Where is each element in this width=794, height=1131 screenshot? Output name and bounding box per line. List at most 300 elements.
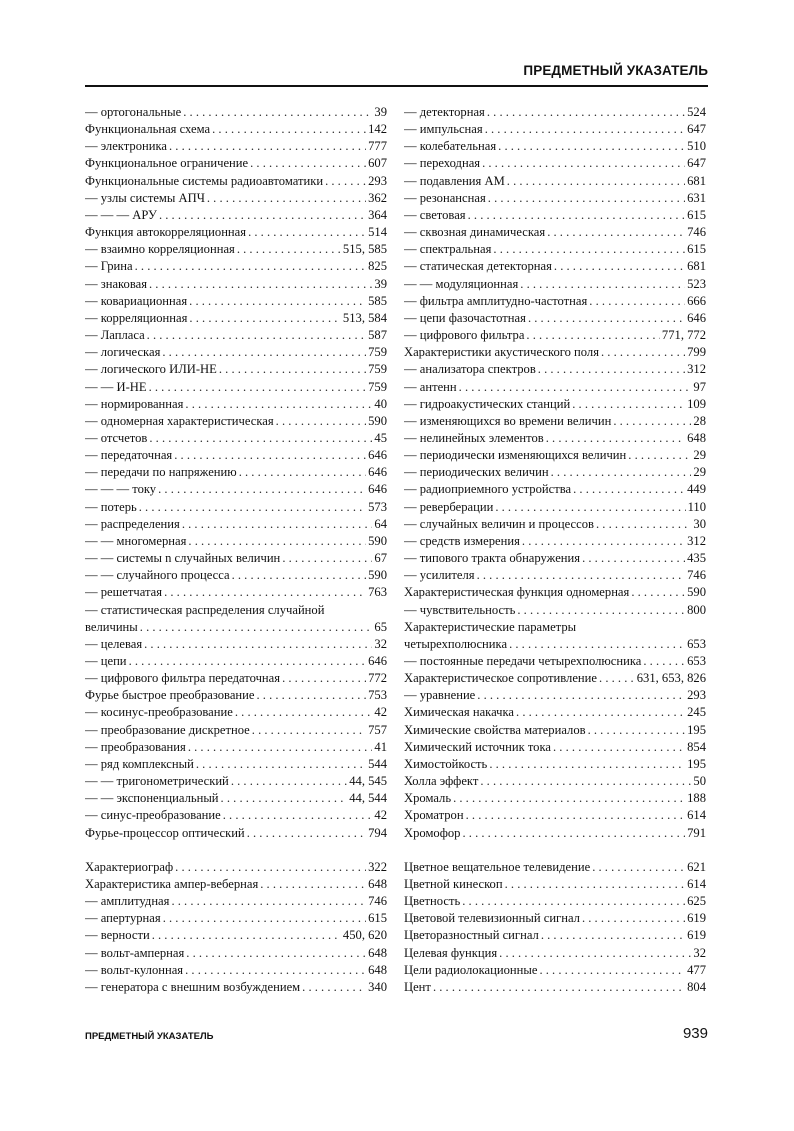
index-term: — статическая детекторная [404, 259, 552, 274]
index-entry [85, 636, 387, 653]
dot-leader [466, 807, 686, 824]
index-term: — импульсная [404, 122, 483, 137]
index-term: — нелинейных элементов [404, 430, 544, 445]
index-page-ref: 195 [687, 756, 706, 771]
index-entry [404, 138, 706, 155]
dot-leader [487, 104, 685, 121]
index-page-ref: 364 [368, 207, 387, 222]
index-page-ref: 587 [368, 328, 387, 343]
index-term: — световая [404, 207, 466, 222]
index-term: Функциональная схема [85, 122, 211, 137]
page-number: 939 [682, 1025, 708, 1042]
dot-leader [573, 481, 685, 498]
index-page-ref: 64 [374, 516, 387, 531]
index-term: — логического ИЛИ-НЕ [85, 362, 217, 377]
index-term: Химические свойства материалов [404, 722, 586, 737]
index-term: — подавления АМ [404, 173, 505, 188]
dot-leader [477, 687, 685, 704]
index-page-ref: 607 [368, 156, 387, 171]
index-page-ref: 648 [368, 945, 387, 960]
dot-leader [509, 636, 685, 653]
index-page-ref: 763 [368, 585, 387, 600]
dot-leader [260, 876, 366, 893]
index-term: — передаточная [85, 448, 173, 463]
index-page-ref: 646 [368, 654, 387, 668]
index-term: — цепи фазочастотная [404, 310, 526, 325]
dot-leader [547, 224, 685, 241]
index-entry [404, 584, 706, 601]
dot-leader [250, 155, 366, 172]
index-term: — цифрового фильтра [404, 328, 525, 343]
dot-leader [247, 825, 366, 842]
index-term: — сквозная динамическая [404, 225, 546, 240]
index-page-ref: 109 [687, 396, 706, 411]
index-entry [404, 293, 706, 310]
dot-leader [613, 413, 691, 430]
dot-leader [538, 361, 685, 378]
dot-leader [183, 104, 372, 121]
dot-leader [325, 173, 366, 190]
index-term: Целевая функция [404, 945, 498, 960]
dot-leader [588, 722, 686, 739]
index-entry [85, 945, 387, 962]
index-term: — антенн [404, 379, 457, 394]
index-entry [404, 516, 706, 533]
index-entry [85, 653, 387, 670]
index-page-ref: 759 [368, 345, 387, 360]
dot-leader [185, 396, 372, 413]
dot-leader [599, 670, 635, 687]
dot-leader [189, 310, 341, 327]
index-page-ref: 450, 620 [342, 928, 387, 943]
index-page-ref: 40 [374, 396, 387, 411]
dot-leader [489, 756, 685, 773]
index-page-ref: 771, 772 [661, 328, 706, 343]
index-page-ref: 41 [374, 739, 387, 754]
index-page-ref: 647 [687, 122, 706, 137]
index-term: — фильтра амплитудно-частотная [404, 293, 588, 308]
dot-leader [212, 121, 366, 138]
index-page-ref: 648 [368, 876, 387, 891]
dot-leader [553, 739, 685, 756]
dot-leader [516, 704, 685, 721]
index-page-ref: 615 [368, 911, 387, 926]
index-entry [404, 207, 706, 224]
index-entry [404, 790, 706, 807]
index-entry [404, 121, 706, 138]
dot-leader [507, 173, 685, 190]
index-page-ref: 648 [368, 962, 387, 977]
index-term: Функциональное ограничение [85, 156, 249, 171]
dot-leader [528, 310, 685, 327]
dot-leader [488, 190, 685, 207]
dot-leader [239, 464, 366, 481]
index-term: — знаковая [85, 276, 147, 291]
index-page-ref: 614 [687, 808, 706, 823]
index-term: — Лапласа [85, 328, 145, 343]
index-column-right [404, 104, 706, 996]
index-page-ref: 477 [687, 962, 706, 977]
index-entry [404, 756, 706, 773]
index-page-ref: 614 [687, 876, 706, 891]
index-entry [404, 979, 706, 996]
index-term: — генератора с внешним возбуждением [85, 979, 301, 994]
index-term: — Грина [85, 259, 133, 274]
index-page-ref: 514 [368, 225, 387, 240]
dot-leader [582, 910, 685, 927]
index-term: — постоянные передачи четырехполюсника [404, 654, 642, 668]
index-page-ref: 45 [374, 430, 387, 445]
index-term: — гидроакустических станций [404, 396, 571, 411]
index-term: — — экспоненциальный [85, 791, 219, 806]
index-page-ref: 647 [687, 156, 706, 171]
index-page-ref: 590 [687, 585, 706, 600]
index-entry [404, 361, 706, 378]
index-page-ref: 653 [687, 636, 706, 651]
index-entry [85, 927, 387, 944]
index-entry [404, 155, 706, 172]
dot-leader [188, 533, 366, 550]
index-entry [404, 687, 706, 704]
index-page-ref: 513, 584 [342, 310, 387, 325]
index-entry [404, 962, 706, 979]
index-term: — — случайного процесса [85, 568, 230, 583]
index-entry [85, 464, 387, 481]
index-entry-line: — статистическая распределения случайной [85, 602, 325, 617]
dot-leader [231, 773, 347, 790]
index-entry [85, 516, 387, 533]
index-term: — косинус-преобразование [85, 705, 233, 720]
dot-leader [517, 602, 685, 619]
index-term: Характеристическое сопротивление [404, 671, 598, 686]
index-page-ref: 312 [687, 362, 706, 377]
dot-leader [628, 447, 691, 464]
index-entry [404, 224, 706, 241]
index-entry [85, 584, 387, 601]
index-page-ref: 590 [368, 533, 387, 548]
index-term: Хромофор [404, 825, 461, 840]
dot-leader [462, 893, 685, 910]
index-page-ref: 746 [368, 894, 387, 909]
index-entry [85, 962, 387, 979]
index-entry [85, 344, 387, 361]
index-page-ref: 67 [374, 551, 387, 566]
index-term: — ортогональные [85, 105, 182, 119]
dot-leader [302, 979, 366, 996]
index-page-ref: 619 [687, 928, 706, 943]
index-page-ref: 746 [687, 225, 706, 240]
index-page-ref: 44, 545 [349, 774, 387, 789]
index-term: Характеристики акустического поля [404, 345, 599, 360]
dot-leader [498, 138, 685, 155]
index-entry [85, 155, 387, 172]
index-term: — ковариационная [85, 293, 188, 308]
index-entry [404, 396, 706, 413]
index-entry [85, 979, 387, 996]
index-term: — — тригонометрический [85, 774, 229, 789]
index-entry [85, 619, 387, 636]
dot-leader [520, 276, 685, 293]
index-term: Химостойкость [404, 756, 488, 771]
dot-leader [235, 704, 373, 721]
dot-leader [282, 670, 366, 687]
index-entry [85, 379, 387, 396]
index-entry [85, 722, 387, 739]
index-page-ref: 523 [687, 276, 706, 291]
index-page-ref: 800 [687, 602, 706, 617]
index-term: Характеристическая функция одномерная [404, 585, 630, 600]
dot-leader [248, 224, 366, 241]
index-term: Цветоразностный сигнал [404, 928, 539, 943]
index-term: — передачи по напряжению [85, 465, 237, 480]
index-term: — чувствительность [404, 602, 516, 617]
index-term: — изменяющихся во времени величин [404, 413, 612, 428]
index-page-ref: 825 [368, 259, 387, 274]
index-term: — — — АРУ [85, 207, 157, 222]
index-page-ref: 110 [687, 499, 706, 514]
index-entry [85, 687, 387, 704]
index-entry [404, 499, 706, 516]
index-entry [85, 739, 387, 756]
index-entry [85, 413, 387, 430]
index-entry [85, 756, 387, 773]
index-entry [404, 104, 706, 121]
index-entry [85, 825, 387, 842]
index-term: — детекторная [404, 105, 485, 119]
dot-leader [539, 962, 685, 979]
index-page-ref: 42 [374, 808, 387, 823]
index-page-ref: 746 [687, 568, 706, 583]
index-page-ref: 619 [687, 911, 706, 926]
index-entry [85, 773, 387, 790]
dot-leader [135, 258, 367, 275]
index-block-f [85, 104, 387, 842]
index-term: — электроника [85, 139, 167, 154]
index-term: — цепи [85, 654, 127, 668]
index-page-ref: 32 [374, 636, 387, 651]
dot-leader [185, 962, 366, 979]
index-entry [85, 430, 387, 447]
section-gap [85, 842, 387, 859]
dot-leader [596, 516, 691, 533]
index-page-ref: 322 [368, 859, 387, 874]
index-entry [85, 361, 387, 378]
dot-leader [480, 773, 691, 790]
dot-leader [163, 910, 366, 927]
index-page-ref: 142 [368, 122, 387, 137]
index-term: — радиоприемного устройства [404, 482, 572, 497]
index-page-ref: 794 [368, 825, 387, 840]
dot-leader [546, 430, 685, 447]
index-entry [404, 910, 706, 927]
dot-leader [196, 756, 366, 773]
dot-leader [468, 207, 686, 224]
index-term: — — — току [85, 482, 157, 497]
index-term: Хроматрон [404, 808, 464, 823]
dot-leader [551, 464, 692, 481]
dot-leader [149, 276, 372, 293]
index-entry [404, 722, 706, 739]
index-page-ref: 646 [687, 310, 706, 325]
dot-leader [182, 516, 373, 533]
index-entry [85, 173, 387, 190]
index-entry [85, 533, 387, 550]
dot-leader [129, 653, 367, 670]
dot-leader [207, 190, 366, 207]
index-entry [404, 447, 706, 464]
index-entry [404, 533, 706, 550]
dot-leader [554, 258, 685, 275]
dot-leader [643, 653, 685, 670]
index-entry [85, 190, 387, 207]
index-column-left [85, 104, 387, 996]
index-entry [85, 121, 387, 138]
index-entry [404, 704, 706, 721]
index-term: — одномерная характеристическая [85, 413, 274, 428]
index-page-ref: 510 [687, 139, 706, 154]
index-entry [404, 190, 706, 207]
index-term: Цели радиолокационные [404, 962, 538, 977]
dot-leader [493, 241, 685, 258]
index-term: — — системы n случайных величин [85, 551, 281, 566]
index-page-ref: 449 [687, 482, 706, 497]
index-term: — ряд комплексный [85, 756, 194, 771]
index-entry [404, 344, 706, 361]
index-entry [85, 481, 387, 498]
index-page-ref: 188 [687, 791, 706, 806]
dot-leader [144, 636, 372, 653]
index-entry [404, 567, 706, 584]
index-entry [404, 773, 706, 790]
dot-leader [140, 619, 373, 636]
index-page-ref: 590 [368, 413, 387, 428]
index-page-ref: 32 [693, 945, 706, 960]
index-term: — распределения [85, 516, 180, 531]
index-entry [85, 207, 387, 224]
index-term: Функциональные системы радиоавтоматики [85, 173, 324, 188]
dot-leader [572, 396, 685, 413]
index-term: Цент [404, 979, 431, 994]
dot-leader [589, 293, 685, 310]
index-entry [85, 327, 387, 344]
index-term: — усилителя [404, 568, 475, 583]
index-entry [85, 567, 387, 584]
index-entry [404, 413, 706, 430]
index-page-ref: 39 [374, 276, 387, 291]
index-term: — типового тракта обнаружения [404, 551, 581, 566]
index-term: — колебательная [404, 139, 497, 154]
index-term: Характеристика ампер-веберная [85, 876, 259, 891]
index-term: — верности [85, 928, 150, 943]
index-term: — цифрового фильтра передаточная [85, 671, 281, 686]
index-term: — апертурная [85, 911, 161, 926]
index-term: — преобразование дискретное [85, 722, 250, 737]
index-entry [85, 499, 387, 516]
index-term: — — модуляционная [404, 276, 519, 291]
dot-leader [631, 584, 685, 601]
index-entry [404, 927, 706, 944]
dot-leader [149, 379, 367, 396]
index-entry [85, 550, 387, 567]
index-page-ref: 681 [687, 259, 706, 274]
index-page-ref: 29 [693, 465, 706, 480]
index-entry [85, 910, 387, 927]
dot-leader [171, 893, 366, 910]
index-page-ref: 753 [368, 688, 387, 703]
index-entry [85, 276, 387, 293]
index-term: — преобразования [85, 739, 186, 754]
index-term: — резонансная [404, 190, 486, 205]
index-page-ref: 573 [368, 499, 387, 514]
index-entry [404, 670, 706, 687]
index-entry [85, 670, 387, 687]
index-term: — переходная [404, 156, 481, 171]
index-page-ref: 39 [374, 105, 387, 119]
dot-leader [237, 241, 341, 258]
index-page-ref: 340 [368, 979, 387, 994]
index-page-ref: 621 [687, 859, 706, 874]
dot-leader [159, 207, 366, 224]
dot-leader [152, 927, 341, 944]
index-entry [404, 327, 706, 344]
index-entry [404, 379, 706, 396]
index-entry [404, 430, 706, 447]
dot-leader [223, 807, 373, 824]
index-block-kh [85, 859, 387, 996]
index-page-ref: 653 [687, 654, 706, 668]
index-page-ref: 515, 585 [342, 242, 387, 257]
index-page-ref: 97 [693, 379, 706, 394]
index-page-ref: 615 [687, 207, 706, 222]
dot-leader [276, 413, 366, 430]
index-block-ts [404, 859, 706, 996]
dot-leader [147, 327, 366, 344]
index-page-ref: 362 [368, 190, 387, 205]
index-entry [404, 893, 706, 910]
index-term: Цветность [404, 894, 461, 909]
index-page-ref: 791 [687, 825, 706, 840]
index-block-kh-cont [404, 104, 706, 842]
index-entry [404, 464, 706, 481]
index-page-ref: 50 [693, 774, 706, 789]
index-term: — взаимно корреляционная [85, 242, 235, 257]
dot-leader [282, 550, 372, 567]
dot-leader [477, 567, 686, 584]
index-term: — узлы системы АПЧ [85, 190, 205, 205]
index-term: Характериограф [85, 859, 174, 874]
dot-leader [522, 533, 685, 550]
index-entry [85, 790, 387, 807]
dot-leader [219, 361, 366, 378]
index-page-ref: 759 [368, 379, 387, 394]
index-entry [85, 224, 387, 241]
index-entry [85, 258, 387, 275]
index-entry [404, 258, 706, 275]
dot-leader [221, 790, 348, 807]
index-page-ref: 590 [368, 568, 387, 583]
dot-leader [526, 327, 660, 344]
index-page-ref: 759 [368, 362, 387, 377]
index-entry [404, 807, 706, 824]
index-page-ref: 245 [687, 705, 706, 720]
index-term: — корреляционная [85, 310, 188, 325]
index-term: Химический источник тока [404, 739, 551, 754]
index-term: Химическая накачка [404, 705, 515, 720]
index-term: Хромаль [404, 791, 452, 806]
index-page-ref: 435 [687, 551, 706, 566]
index-term: — анализатора спектров [404, 362, 536, 377]
index-entry [85, 310, 387, 327]
